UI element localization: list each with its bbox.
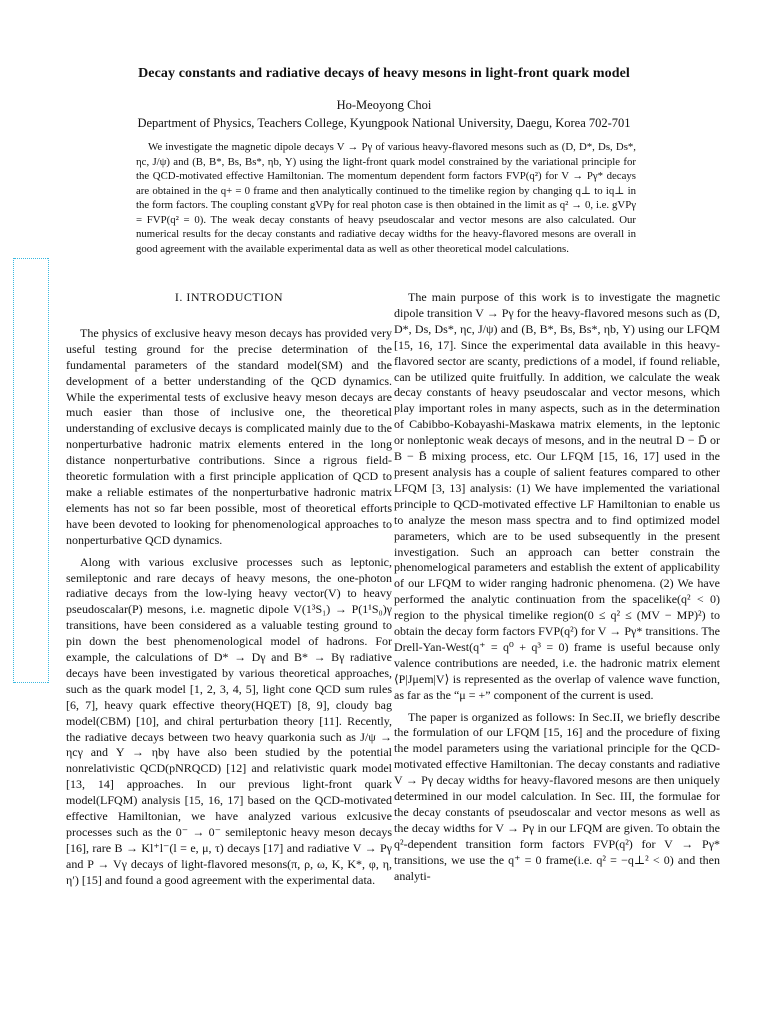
paragraph: The paper is organized as follows: In Sec.II, we briefly describe the formulation of our LFQM [15, 16] and the procedure of fixing the model parameters using the variational principle for the QCD-motivated effective Hamiltonian. The decay constants and radiative V → Pγ decay widths for heavy-flavored mesons are then uniquely determined in our model calculation. In Sec. III, the formulae for the decay constants of pseudoscalar and vector mesons as well as the decay widths for V → Pγ in our LFQM are given. To obtain the q²-dependent transition form factors FVP(q²) for V → Pγ* transitions, we use the q⁺ = 0 frame(i.e. q² = −q⊥² < 0) and then analyti-: [394, 709, 720, 883]
right-column: [394, 290, 720, 891]
abstract-text: We investigate the magnetic dipole decays V → Pγ of various heavy-flavored mesons such as (D, D*, Ds, Ds*, ηc, J/ψ) and (B, B*, Bs, Bs*, ηb, Υ) using the light-front quark model constrained by the variational principle for the QCD-motivated effective Hamiltonian. The momentum dependent form factors FVP(q²) for V → Pγ* decays are obtained in the q+ = 0 frame and then analytically continued to the timelike region by changing q⊥ to iq⊥ in the form factors. The coupling constant gVPγ for real photon case is then obtained in the limit as q² → 0, i.e. gVPγ = FVP(q² = 0). The weak decay constants of heavy pseudoscalar and vector mesons are also calculated. Our numerical results for the decay constants and radiative decay widths for the heavy-flavored mesons are overall in good agreement with the available experimental data as well as other theoretical model calculations.: [136, 141, 636, 255]
left-column: [66, 290, 392, 895]
margin-identifier-frame: [13, 258, 49, 683]
section-heading-introduction: I. INTRODUCTION: [174, 290, 284, 304]
author-affiliation: Department of Physics, Teachers College, Kyungpook National University, Daegu, Korea 702-701: [137, 116, 631, 130]
paper-author: Ho-Meoyong Choi: [336, 98, 432, 112]
paper-title: Decay constants and radiative decays of heavy mesons in light-front quark model: [138, 66, 630, 81]
paragraph: Along with various exclusive processes such as leptonic, semileptonic and rare decays of heavy mesons, the one-photon radiative decays from the low-lying heavy vector(V) to heavy pseudoscalar(P) mesons, i.e. magnetic dipole V(1³S₁) → P(1¹S₀)γ transitions, have been considered as a valuable testing ground to pin down the best phenomenological model of hadrons. For example, the calculations of D* → Dγ and B* → Bγ radiative decays have been investigated by various theoretical approaches, such as the quark model [1, 2, 3, 4, 5], light cone QCD sum rules [6, 7], heavy quark effective theory(HQET) [8, 9], cloudy bag model(CBM) [10], and chiral perturbation theory [11]. Recently, the radiative decays between two heavy quarkonia such as J/ψ → ηcγ and Υ → ηbγ have also been studied by the potential nonrelativistic QCD(pNRQCD) [12] and relativistic quark model [13, 14] approaches. In our previous light-front quark model(LFQM) analysis [15, 16, 17] based on the QCD-motivated effective Hamiltonian, we have analyzed various exlcusive processes such as the 0⁻ → 0⁻ semileptonic heavy meson decays [16], rare B → Kl⁺l⁻(l = e, μ, τ) decays [17] and radiative V → Pγ and P → Vγ decays of light-flavored mesons(π, ρ, ω, K, K*, φ, η, η′) [15] and found a good agreement with the experimental data.: [66, 554, 392, 887]
paragraph: The physics of exclusive heavy meson decays has provided very useful testing ground for the precise determination of the fundamental parameters of the standard model(SM) and the development of a better understanding of the QCD dynamics. While the experimental tests of exclusive heavy meson decays are much easier than those of inclusive one, the theoretical understanding of exclusive decays is complicated mainly due to the nonperturbative hadronic matrix elements entered in the long distance nonperturbative contributions. Since a rigrous field-theoretic formulation with a first principle application of QCD to make a reliable estimates of the nonperturbative hadronic matrix elements has not so far been possible, most of theoretical efforts have been devoted to looking for phenomenological approaches to nonperturbative QCD dynamics.: [66, 325, 392, 547]
paragraph: The main purpose of this work is to investigate the magnetic dipole transition V → Pγ for the heavy-flavored mesons such as (D, D*, Ds, Ds*, ηc, J/ψ) and (B, B*, Bs, Bs*, ηb, Υ) using our LFQM [15, 16, 17]. Since the experimental data available in this heavy-flavored sector are scanty, predictions of a model, if found reliable, can be utilized quite fruitfully. In addition, we calculate the weak decay constants of heavy pseudoscalar and vector mesons, which play important roles in many aspects, such as in the determination of Cabibbo-Kobayashi-Maskawa matrix elements, in the leptonic or nonleptonic weak decays of mesons, and in the neutral D − D̄ or B − B̄ mixing process, etc. Our LFQM [15, 16, 17] used in the present analysis has a couple of salient features compared to other LFQM [3, 13] analysis: (1) We have implemented the variational principle to QCD-motivated effective LF Hamiltonian to enable us to analyze the meson mass spectra and to find optimized model parameters, which are to be used subsequently in the present investigation. Such an approach can better constrain the phenomelogical parameters and establish the extent of applicability of our LFQM to wider ranging hadronic phenomena. (2) We have performed the analytic continuation from the spacelike(q² < 0) region to the physical timelike region(0 ≤ q² ≤ (MV − MP)²) to obtain the decay form factors FVP(q²) for V → Pγ* transitions. The Drell-Yan-West(q⁺ = q⁰ + q³ = 0) frame is useful because only valence contributions are needed, i.e. the hadronic matrix element ⟨P|Jμem|V⟩ is represented as the overlap of valence wave function, as far as the “μ = +” component of the current is used.: [394, 290, 720, 702]
abstract: [136, 140, 636, 256]
